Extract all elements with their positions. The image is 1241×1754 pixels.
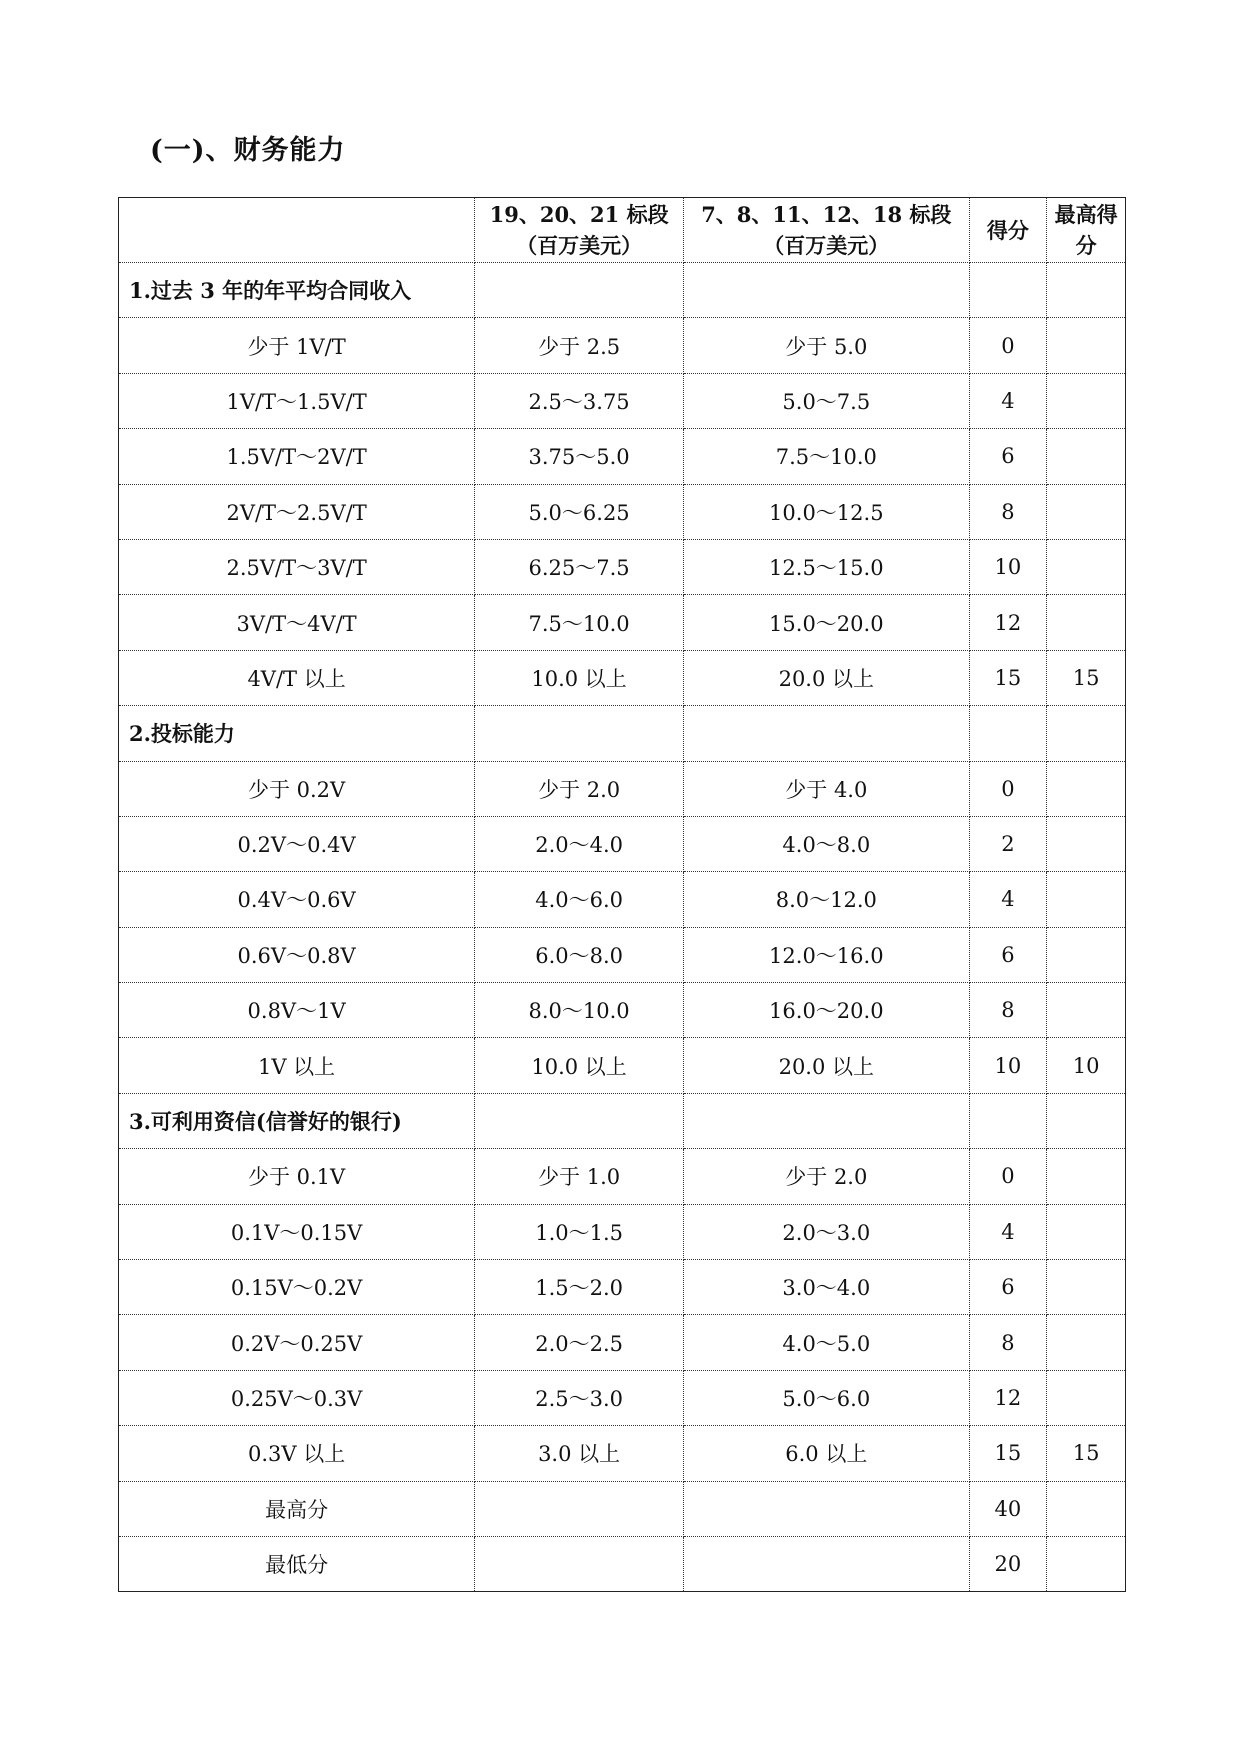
score-cell: 20 <box>969 1536 1047 1591</box>
table-row <box>119 872 1126 927</box>
score-cell: 12 <box>969 595 1047 650</box>
lots-7-18-cell: 5.0～6.0 <box>684 1370 970 1425</box>
score-cell: 8 <box>969 1315 1047 1370</box>
empty-cell <box>475 706 684 761</box>
max-score-cell <box>1047 1536 1126 1591</box>
table-row <box>119 1370 1126 1425</box>
lots-19-21-cell: 10.0 以上 <box>475 1038 684 1093</box>
lots-19-21-cell <box>475 1481 684 1536</box>
score-cell: 12 <box>969 1370 1047 1425</box>
criterion-cell: 最高分 <box>119 1481 475 1536</box>
lots-19-21-cell: 1.5～2.0 <box>475 1260 684 1315</box>
max-score-cell: 10 <box>1047 1038 1126 1093</box>
table-row <box>119 650 1126 705</box>
lots-19-21-cell: 4.0～6.0 <box>475 872 684 927</box>
lots-7-18-cell: 4.0～8.0 <box>684 816 970 871</box>
max-score-cell <box>1047 373 1126 428</box>
lots-7-18-cell: 10.0～12.5 <box>684 484 970 539</box>
score-cell: 0 <box>969 761 1047 816</box>
table-row <box>119 429 1126 484</box>
summary-row <box>119 1536 1126 1591</box>
lots-19-21-cell: 2.0～2.5 <box>475 1315 684 1370</box>
lots-19-21-cell: 2.5～3.0 <box>475 1370 684 1425</box>
empty-cell <box>969 1093 1047 1148</box>
criterion-cell: 0.25V～0.3V <box>119 1370 475 1425</box>
criterion-cell: 2V/T～2.5V/T <box>119 484 475 539</box>
criterion-cell: 0.1V～0.15V <box>119 1204 475 1259</box>
lots-7-18-cell: 5.0～7.5 <box>684 373 970 428</box>
max-score-cell <box>1047 318 1126 373</box>
max-score-cell <box>1047 1370 1126 1425</box>
group-header-row <box>119 263 1126 318</box>
header-max-score: 最高得分 <box>1047 198 1126 263</box>
lots-7-18-cell <box>684 1481 970 1536</box>
table-row <box>119 1426 1126 1481</box>
max-score-cell <box>1047 872 1126 927</box>
financial-capability-table <box>118 197 1126 1592</box>
empty-cell <box>1047 706 1126 761</box>
score-cell: 15 <box>969 650 1047 705</box>
header-lots-7-18: 7、8、11、12、18 标段（百万美元） <box>684 198 970 263</box>
lots-19-21-cell: 少于 2.5 <box>475 318 684 373</box>
max-score-cell <box>1047 539 1126 594</box>
criterion-cell: 1.5V/T～2V/T <box>119 429 475 484</box>
table-row <box>119 484 1126 539</box>
empty-cell <box>475 263 684 318</box>
criterion-cell: 3V/T～4V/T <box>119 595 475 650</box>
max-score-cell <box>1047 1149 1126 1204</box>
table-row <box>119 1315 1126 1370</box>
empty-cell <box>684 263 970 318</box>
max-score-cell <box>1047 1260 1126 1315</box>
score-cell: 6 <box>969 429 1047 484</box>
table-row <box>119 539 1126 594</box>
table-row <box>119 927 1126 982</box>
criterion-cell: 1V 以上 <box>119 1038 475 1093</box>
lots-19-21-cell: 5.0～6.25 <box>475 484 684 539</box>
criterion-cell: 2.5V/T～3V/T <box>119 539 475 594</box>
score-cell: 15 <box>969 1426 1047 1481</box>
criterion-cell: 4V/T 以上 <box>119 650 475 705</box>
lots-7-18-cell: 少于 5.0 <box>684 318 970 373</box>
empty-cell <box>1047 1093 1126 1148</box>
criterion-cell: 0.4V～0.6V <box>119 872 475 927</box>
criterion-cell: 1V/T～1.5V/T <box>119 373 475 428</box>
criterion-cell: 少于 1V/T <box>119 318 475 373</box>
lots-19-21-cell: 2.0～4.0 <box>475 816 684 871</box>
criterion-cell: 最低分 <box>119 1536 475 1591</box>
lots-19-21-cell: 少于 2.0 <box>475 761 684 816</box>
max-score-cell <box>1047 983 1126 1038</box>
score-cell: 10 <box>969 539 1047 594</box>
score-cell: 0 <box>969 1149 1047 1204</box>
max-score-cell <box>1047 429 1126 484</box>
score-cell: 0 <box>969 318 1047 373</box>
score-cell: 6 <box>969 927 1047 982</box>
empty-cell <box>684 706 970 761</box>
criterion-cell: 少于 0.2V <box>119 761 475 816</box>
empty-cell <box>1047 263 1126 318</box>
max-score-cell <box>1047 1315 1126 1370</box>
lots-7-18-cell: 20.0 以上 <box>684 650 970 705</box>
max-score-cell: 15 <box>1047 650 1126 705</box>
lots-7-18-cell: 12.0～16.0 <box>684 927 970 982</box>
table-row <box>119 1149 1126 1204</box>
group-title: 3.可利用资信(信誉好的银行) <box>119 1093 475 1148</box>
empty-cell <box>684 1093 970 1148</box>
score-cell: 40 <box>969 1481 1047 1536</box>
lots-19-21-cell <box>475 1536 684 1591</box>
group-title: 1.过去 3 年的年平均合同收入 <box>119 263 475 318</box>
lots-7-18-cell: 20.0 以上 <box>684 1038 970 1093</box>
table-row <box>119 595 1126 650</box>
criterion-cell: 0.2V～0.4V <box>119 816 475 871</box>
score-cell: 4 <box>969 1204 1047 1259</box>
lots-7-18-cell: 8.0～12.0 <box>684 872 970 927</box>
header-lots-19-21: 19、20、21 标段（百万美元） <box>475 198 684 263</box>
table-row <box>119 318 1126 373</box>
table-row <box>119 1038 1126 1093</box>
lots-19-21-cell: 7.5～10.0 <box>475 595 684 650</box>
header-score: 得分 <box>969 198 1047 263</box>
summary-row <box>119 1481 1126 1536</box>
group-header-row <box>119 1093 1126 1148</box>
max-score-cell <box>1047 484 1126 539</box>
criterion-cell: 少于 0.1V <box>119 1149 475 1204</box>
max-score-cell <box>1047 595 1126 650</box>
lots-7-18-cell: 16.0～20.0 <box>684 983 970 1038</box>
lots-19-21-cell: 10.0 以上 <box>475 650 684 705</box>
score-cell: 10 <box>969 1038 1047 1093</box>
lots-7-18-cell: 4.0～5.0 <box>684 1315 970 1370</box>
criterion-cell: 0.2V～0.25V <box>119 1315 475 1370</box>
lots-19-21-cell: 3.0 以上 <box>475 1426 684 1481</box>
lots-7-18-cell: 6.0 以上 <box>684 1426 970 1481</box>
empty-cell <box>969 263 1047 318</box>
score-cell: 8 <box>969 484 1047 539</box>
group-title: 2.投标能力 <box>119 706 475 761</box>
table-row <box>119 761 1126 816</box>
table-row <box>119 1204 1126 1259</box>
empty-cell <box>475 1093 684 1148</box>
score-cell: 2 <box>969 816 1047 871</box>
lots-7-18-cell: 少于 4.0 <box>684 761 970 816</box>
lots-7-18-cell: 2.0～3.0 <box>684 1204 970 1259</box>
empty-cell <box>969 706 1047 761</box>
lots-7-18-cell: 15.0～20.0 <box>684 595 970 650</box>
lots-19-21-cell: 8.0～10.0 <box>475 983 684 1038</box>
max-score-cell <box>1047 1204 1126 1259</box>
group-header-row <box>119 706 1126 761</box>
section-title: (一)、财务能力 <box>150 135 346 166</box>
lots-19-21-cell: 6.25～7.5 <box>475 539 684 594</box>
score-cell: 4 <box>969 872 1047 927</box>
max-score-cell: 15 <box>1047 1426 1126 1481</box>
lots-7-18-cell: 少于 2.0 <box>684 1149 970 1204</box>
table-row <box>119 983 1126 1038</box>
lots-7-18-cell: 3.0～4.0 <box>684 1260 970 1315</box>
criterion-cell: 0.8V～1V <box>119 983 475 1038</box>
lots-7-18-cell: 12.5～15.0 <box>684 539 970 594</box>
table-header-row <box>119 198 1126 263</box>
header-criterion <box>119 198 475 263</box>
score-cell: 6 <box>969 1260 1047 1315</box>
max-score-cell <box>1047 927 1126 982</box>
lots-19-21-cell: 1.0～1.5 <box>475 1204 684 1259</box>
lots-19-21-cell: 少于 1.0 <box>475 1149 684 1204</box>
score-cell: 8 <box>969 983 1047 1038</box>
max-score-cell <box>1047 1481 1126 1536</box>
criterion-cell: 0.15V～0.2V <box>119 1260 475 1315</box>
lots-19-21-cell: 2.5～3.75 <box>475 373 684 428</box>
table-body <box>119 263 1126 1592</box>
score-cell: 4 <box>969 373 1047 428</box>
lots-19-21-cell: 3.75～5.0 <box>475 429 684 484</box>
table-row <box>119 1260 1126 1315</box>
table-row <box>119 373 1126 428</box>
lots-19-21-cell: 6.0～8.0 <box>475 927 684 982</box>
table-row <box>119 816 1126 871</box>
criterion-cell: 0.6V～0.8V <box>119 927 475 982</box>
lots-7-18-cell: 7.5～10.0 <box>684 429 970 484</box>
criterion-cell: 0.3V 以上 <box>119 1426 475 1481</box>
lots-7-18-cell <box>684 1536 970 1591</box>
max-score-cell <box>1047 761 1126 816</box>
max-score-cell <box>1047 816 1126 871</box>
